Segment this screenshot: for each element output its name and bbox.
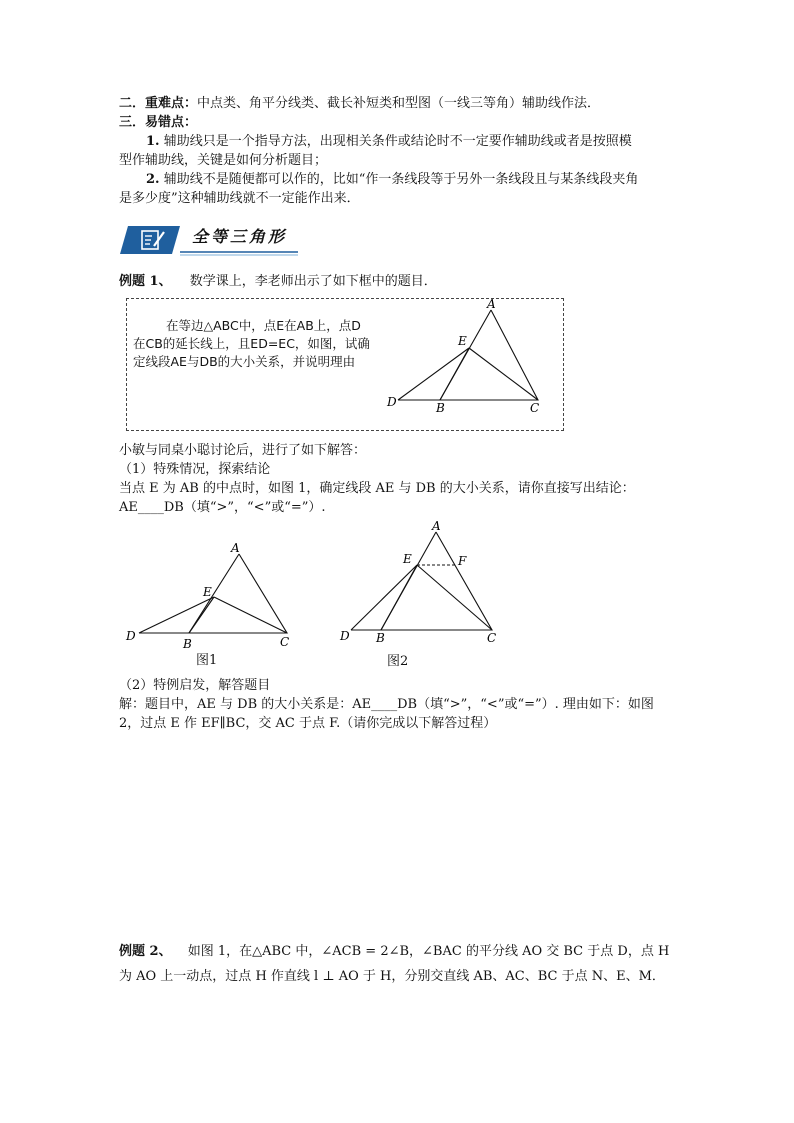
fig2-segment-eb [381,565,417,630]
fig2-segment-de [351,565,417,630]
example-2-label: 例题 2、 [119,944,172,959]
triangle-abc [440,310,538,400]
example-2-text-1: 如图 1，在△ABC 中，∠ACB = 2∠B，∠BAC 的平分线 AO 交 BC 于点 D，点 H [187,944,670,959]
fig2-label-f: F [458,554,467,568]
segment-eb [440,348,469,400]
section-key-points-label: 二．重难点： [119,96,198,111]
example-2-line-2: 为 AO 上一动点，过点 H 作直线 l ⊥ AO 于 H，分别交直线 AB、AC、BC 于点 N、E、M． [119,969,665,984]
part-1-answer-blank: AE____DB（填“>”，“<”或“=”）. [119,500,326,515]
fig1-label-c: C [280,635,290,649]
label-c: C [530,401,540,415]
fig2-label-a: A [432,519,441,533]
fig2-segment-ec [417,565,492,630]
label-e: E [458,334,467,348]
example-1-label: 例题 1、 [119,274,172,289]
fig2-label-b: B [376,631,385,645]
part-2-question-line-1: 解：题目中，AE 与 DB 的大小关系是：AE____DB（填“>”，“<”或“=”）. 理由如下：如图 [119,697,654,712]
fig2-label-e: E [403,552,412,566]
figure-1-caption: 图1 [196,653,218,668]
example-2-line-1 [119,943,669,961]
figure-2-caption: 图2 [387,654,409,669]
problem-box-figure [380,298,564,418]
pitfall-item-1-number: 1. [146,134,160,149]
pitfall-item-1-line-2: 型作辅助线，关键是如何分析题目； [119,153,328,168]
problem-box-line-1: 在等边△ABC中，点E在AB上，点D [166,318,361,333]
label-b: B [436,401,445,415]
part-1-question: 当点 E 为 AB 的中点时，如图 1，确定线段 AE 与 DB 的大小关系，请你直接写出结论： [119,481,635,496]
fig2-label-d: D [340,629,350,643]
part-1-title: （1）特殊情况，探索结论 [119,462,271,477]
label-a: A [487,298,496,311]
pitfall-item-1-text: 辅助线只是一个指导方法，出现相关条件或结论时不一定要作辅助线或者是按照模 [163,134,632,149]
segment-de [398,348,469,400]
example-1-header [119,273,437,291]
problem-box-line-3: 定线段AE与DB的大小关系，并说明理由 [133,354,356,369]
section-key-points [119,95,600,113]
example-1-intro: 数学课上，李老师出示了如下框中的题目． [189,274,437,289]
label-d: D [387,395,397,409]
section-pitfalls-label: 三．易错点： [119,115,198,130]
fig2-label-c: C [487,631,497,645]
fig1-label-d: D [126,629,136,643]
example-1-discussion: 小敏与同桌小聪讨论后，进行了如下解答： [119,443,367,458]
segment-ec [469,348,538,400]
pitfall-item-2-text: 辅助线不是随便都可以作的，比如“作一条线段等于另外一条线段且与某条线段夹角 [163,172,639,187]
figure-2 [336,518,516,650]
section-key-points-text: 中点类、角平分线类、截长补短类和型图（一线三等角）辅助线作法． [197,96,601,111]
fig1-segment-de [139,597,214,633]
part-2-title: （2）特例启发，解答题目 [119,678,271,693]
part-2-question-line-2: 2，过点 E 作 EF∥BC，交 AC 于点 F.（请你完成以下解答过程） [119,716,497,731]
fig1-label-a: A [231,541,240,555]
section-banner [120,218,300,258]
pitfall-item-2-number: 2. [146,172,160,187]
banner-title: 全等三角形 [192,227,288,246]
figure-1 [122,540,312,652]
pitfall-item-1-line-1 [146,133,632,151]
pitfall-item-2-line-1 [146,171,638,189]
pitfall-item-2-line-2: 是多少度”这种辅助线就不一定能作出来． [119,191,360,206]
problem-box-line-2: 在CB的延长线上，且ED=EC，如图，试确 [133,336,370,351]
fig1-label-e: E [203,585,212,599]
fig1-label-b: B [183,637,192,651]
